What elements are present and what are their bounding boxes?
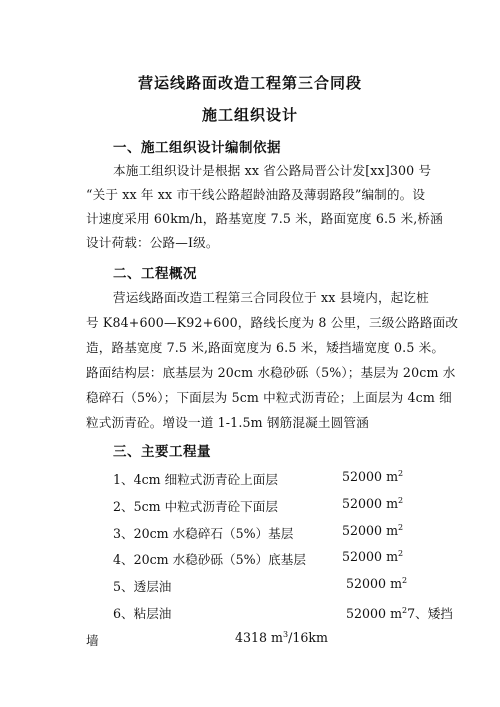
section1-line: 本施工组织设计是根据 xx 省公路局晋公计发[xx]300 号: [113, 163, 432, 178]
quantity-wrap-start: 墙: [86, 633, 99, 648]
section2-line: 号 K84+600—K92+600，路线长度为 8 公里，三级公路路面改: [86, 315, 459, 330]
section3-heading: 三、主要工程量: [113, 444, 211, 460]
quantity-item-value: 52000 $m^2$: [342, 522, 404, 538]
section1-heading: 一、施工组织设计编制依据: [113, 140, 281, 156]
quantity-item-label: 3、20cm 水稳碎石（5%）基层: [113, 526, 294, 541]
section1-line: 计速度采用 60km/h，路基宽度 7.5 米，路面宽度 6.5 米,桥涵: [86, 211, 443, 226]
section2-line: 稳碎石（5%）；下面层为 5cm 中粒式沥青砼；上面层为 4cm 细: [86, 390, 452, 405]
quantity-item-value: 52000 $m^27$、矮挡: [346, 605, 453, 621]
quantity-item-value: 52000 $m^2$: [342, 495, 404, 511]
quantity-item-label: 5、透层油: [113, 579, 172, 594]
quantity-item-value: 52000 $m^2$: [342, 548, 404, 564]
section1-line: 设计荷载：公路—Ⅰ级。: [86, 235, 219, 250]
section2-line: 营运线路面改造工程第三合同段位于 xx 县境内，起讫桩: [113, 290, 429, 305]
section2-heading: 二、工程概况: [113, 266, 197, 282]
section1-line: “关于 xx 年 xx 市干线公路超龄油路及薄弱路段”编制的。设: [86, 187, 426, 202]
section2-line: 造，路基宽度 7.5 米,路面宽度为 6.5 米，矮挡墙宽度 0.5 米。: [86, 340, 445, 355]
quantity-item-value: 52000 $m^2$: [346, 575, 408, 591]
quantity-wall-value: 4318 $m^3/16km$: [235, 629, 328, 645]
section2-line: 路面结构层：底基层为 20cm 水稳砂砾（5%）；基层为 20cm 水: [86, 365, 456, 380]
document-subtitle: 施工组织设计: [201, 106, 298, 124]
quantity-item-label: 2、5cm 中粒式沥青砼下面层: [113, 499, 278, 514]
quantity-item-label: 6、粘层油: [113, 606, 172, 621]
document-title: 营运线路面改造工程第三合同段: [137, 74, 362, 92]
quantity-item-label: 1、4cm 细粒式沥青砼上面层: [113, 472, 278, 487]
quantity-item-value: 52000 $m^2$: [342, 468, 404, 484]
section2-line: 粒式沥青砼。增设一道 1-1.5m 钢筋混凝土圆管涵: [86, 415, 369, 430]
quantity-item-label: 4、20cm 水稳砂砾（5%）底基层: [113, 552, 306, 567]
